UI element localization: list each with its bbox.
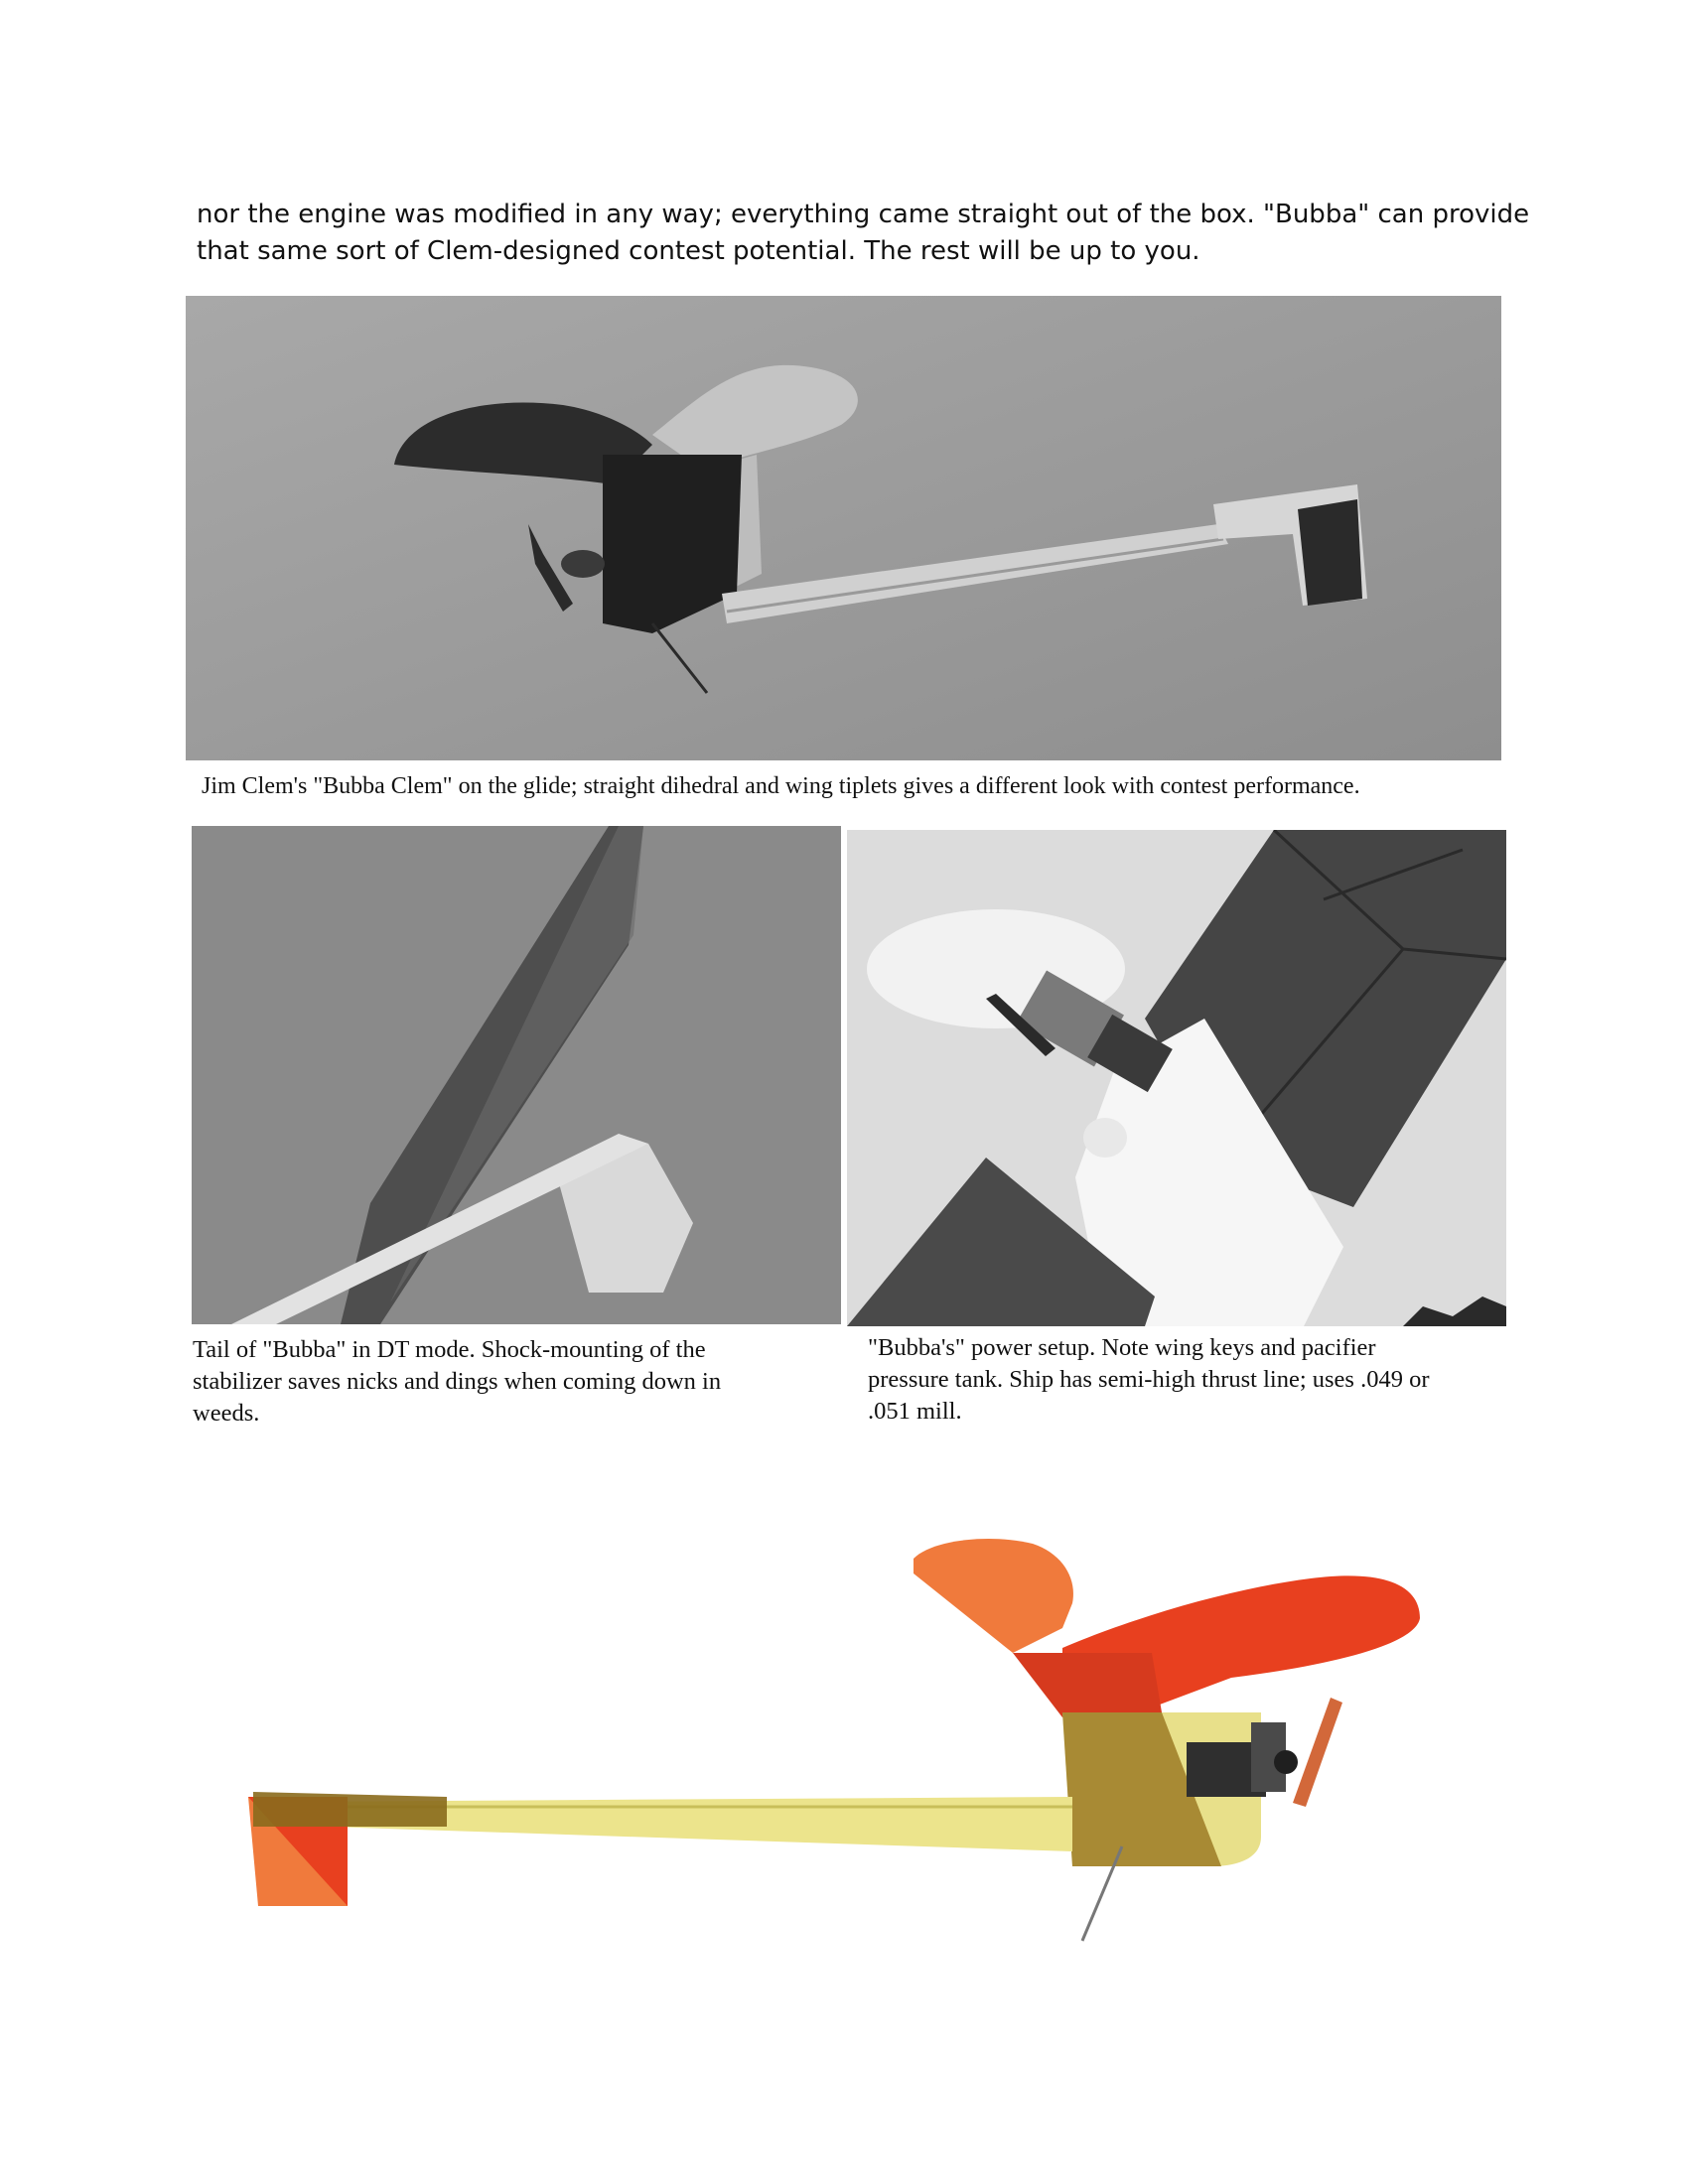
photo-power-setup bbox=[847, 830, 1506, 1326]
caption-power-line-1: "Bubba's" power setup. Note wing keys and pacifier bbox=[868, 1334, 1376, 1361]
caption-bubba-glide bbox=[202, 770, 1360, 802]
photo-tail-dt-mode bbox=[192, 826, 841, 1324]
illustration-bubba-color bbox=[238, 1509, 1549, 1966]
photo-bubba-glide bbox=[186, 296, 1501, 760]
intro-paragraph bbox=[197, 197, 1530, 270]
intro-line-1: nor the engine was modified in any way; everything came straight out of the box. "Bubba" can provide bbox=[197, 200, 1530, 229]
caption-power-line-3: .051 mill. bbox=[868, 1398, 962, 1425]
caption-power-line-2: pressure tank. Ship has semi-high thrust line; uses .049 or bbox=[868, 1366, 1430, 1393]
caption-tail-line-2: stabilizer saves nicks and dings when coming down in bbox=[193, 1368, 722, 1395]
caption-tail-dt-mode bbox=[193, 1334, 721, 1430]
intro-line-2: that same sort of Clem-designed contest potential. The rest will be up to you. bbox=[197, 236, 1200, 266]
caption-tail-line-1: Tail of "Bubba" in DT mode. Shock-mounting of the bbox=[193, 1336, 706, 1363]
caption-bubba-glide-text: Jim Clem's "Bubba Clem" on the glide; straight dihedral and wing tiplets gives a different look with contest performance. bbox=[202, 773, 1360, 799]
caption-tail-line-3: weeds. bbox=[193, 1400, 260, 1427]
caption-power-setup bbox=[868, 1332, 1429, 1428]
